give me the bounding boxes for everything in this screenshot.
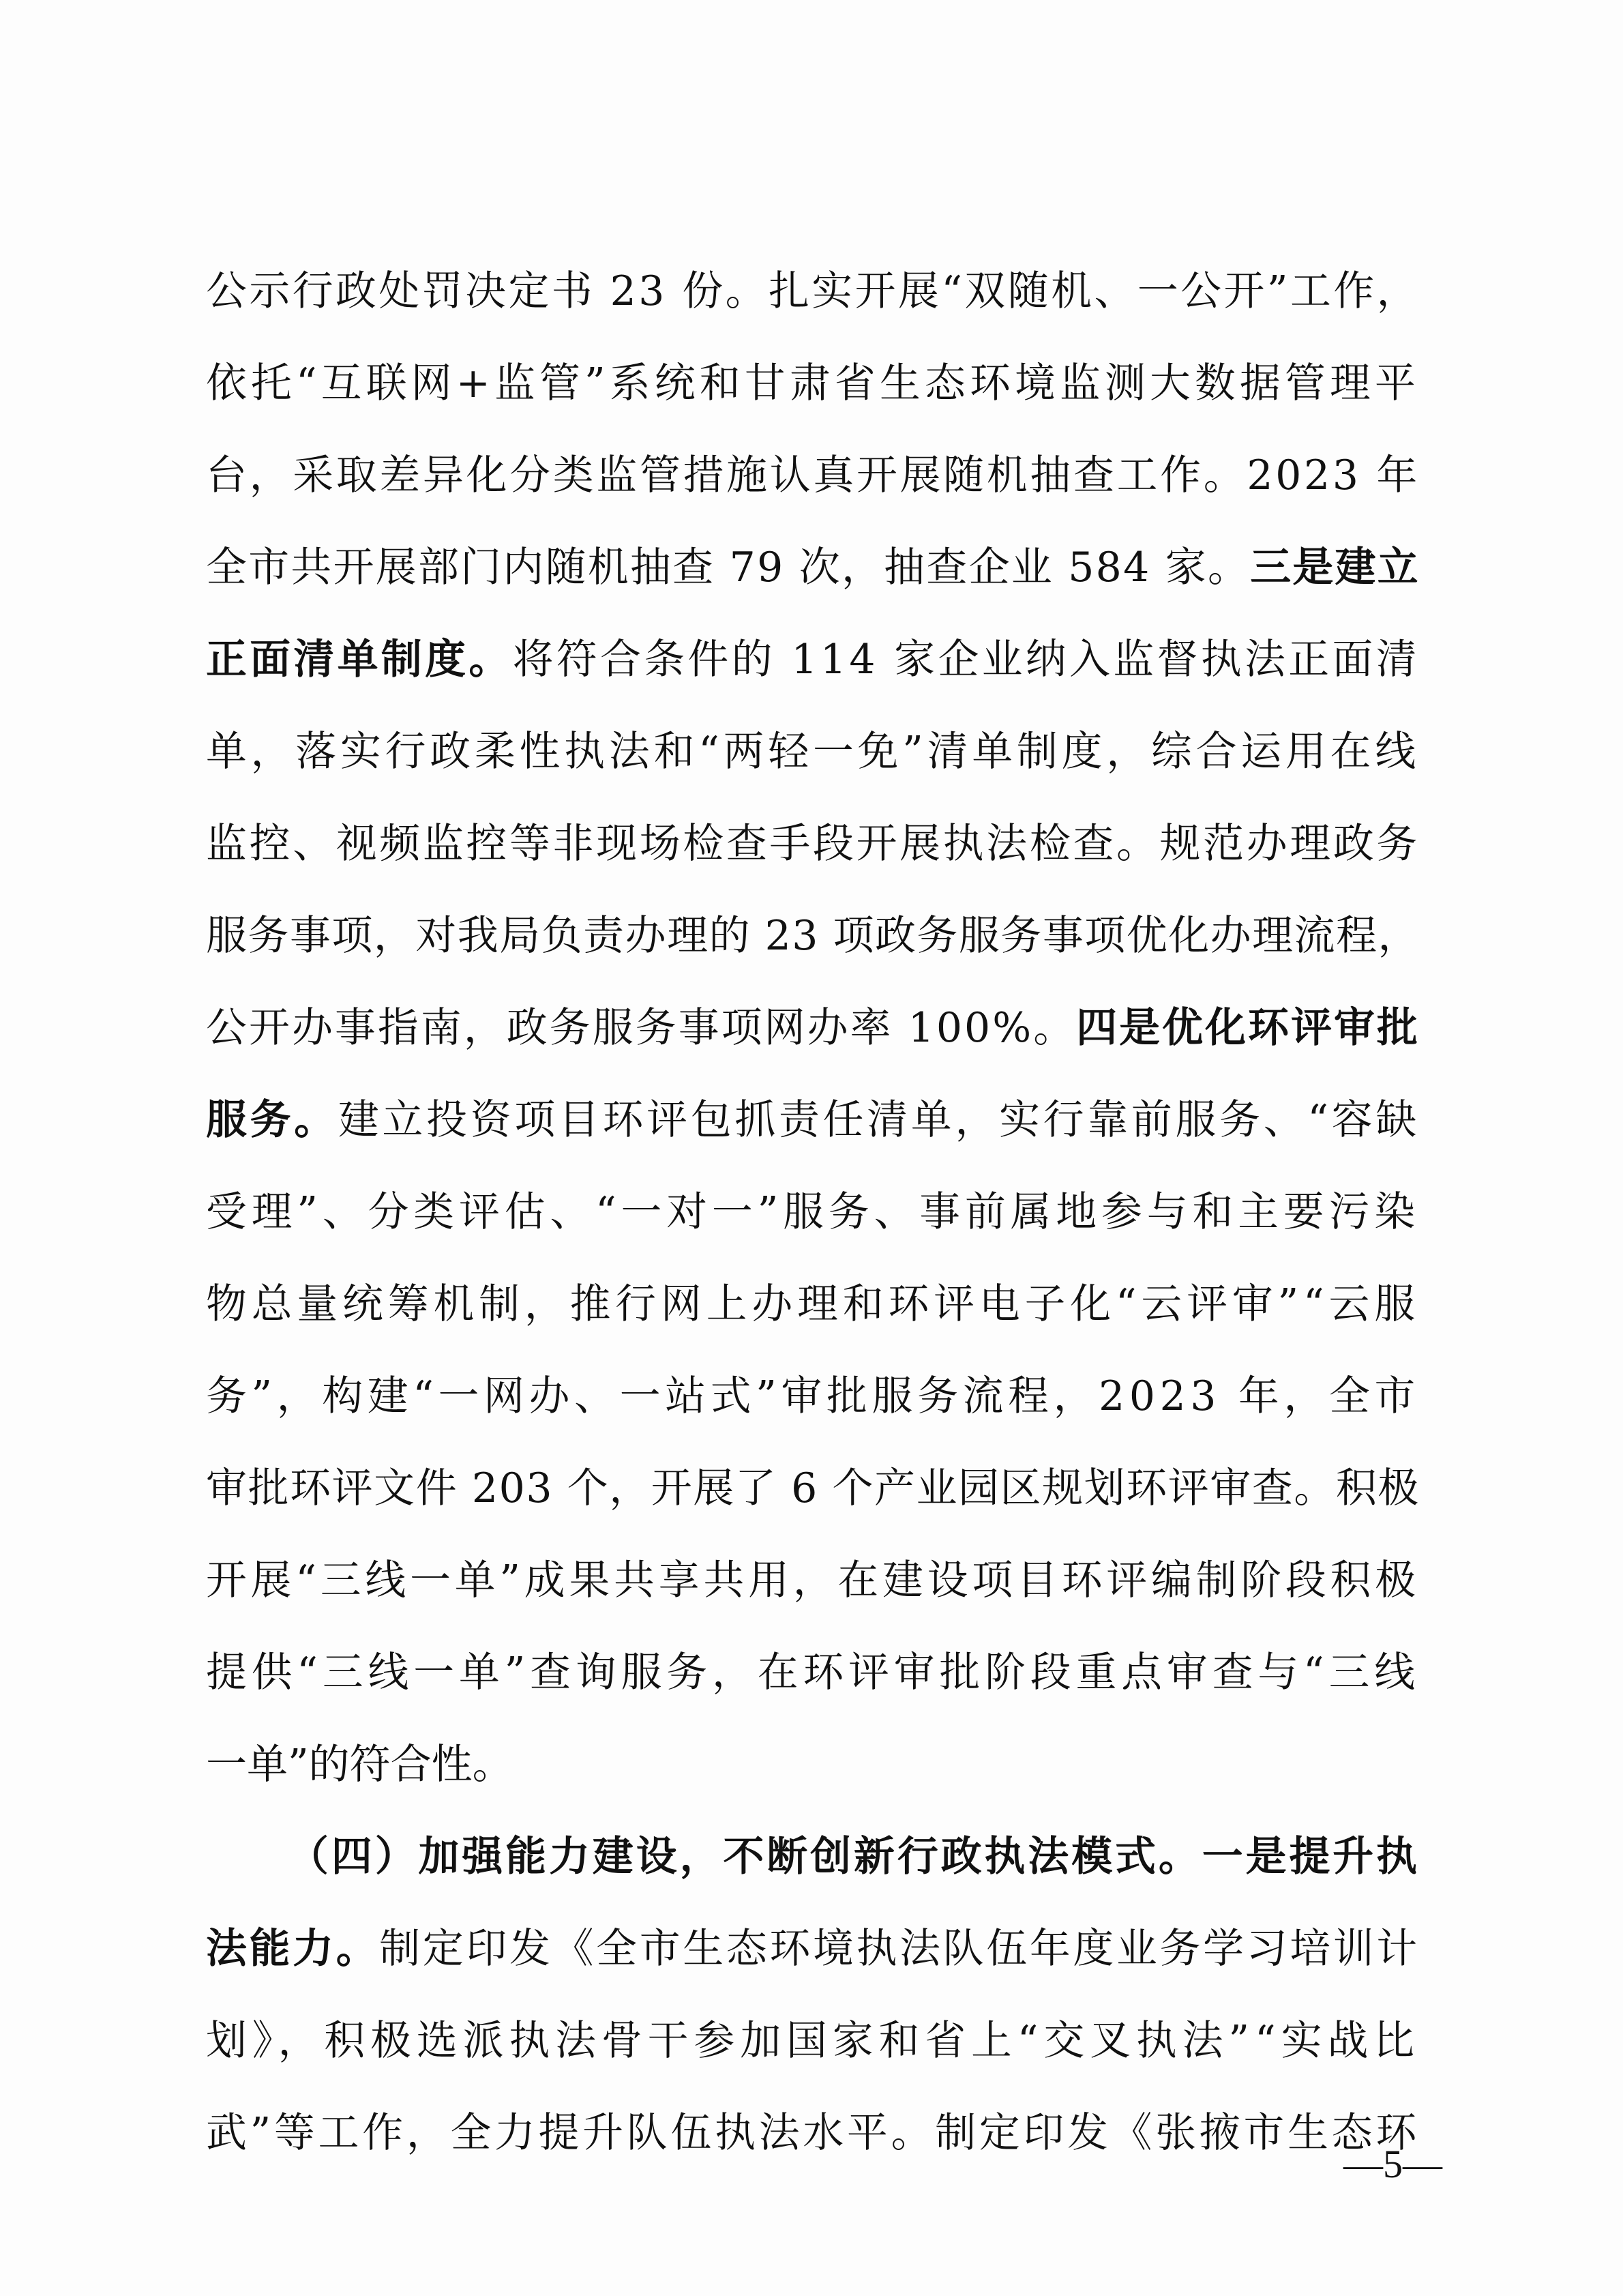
text-line: [206, 1719, 1420, 1811]
text-run: 监控、视频监控等非现场检查手段开展执法检查。规范办理政务: [206, 820, 1420, 868]
text-line: [206, 338, 1420, 430]
bold-text-run: 正面清单制度。: [206, 636, 513, 683]
bold-text-run: 四是优化环评审批: [1076, 1004, 1420, 1052]
text-line: [206, 1443, 1420, 1535]
text-line: [206, 2087, 1420, 2179]
text-run: 台，采取差异化分类监管措施认真开展随机抽查工作。2023 年: [206, 452, 1420, 499]
bold-text-run: （四）加强能力建设，不断创新行政执法模式。一是提升执: [288, 1833, 1420, 1881]
text-run: 全市共开展部门内随机抽查 79 次，抽查企业 584 家。: [206, 544, 1251, 591]
text-line: [206, 982, 1420, 1074]
text-run: 公开办事指南，政务服务事项网办率 100%。: [206, 1004, 1077, 1052]
text-line: [206, 798, 1420, 890]
text-run: 物总量统筹机制，推行网上办理和环评电子化“云评审”“云服: [206, 1280, 1420, 1328]
text-run: 开展“三线一单”成果共享共用，在建设项目环评编制阶段积极: [206, 1557, 1420, 1604]
text-run: 务”，构建“一网办、一站式”审批服务流程，2023 年，全市: [206, 1372, 1420, 1420]
text-line: [206, 430, 1420, 522]
text-run: 单，落实行政柔性执法和“两轻一免”清单制度，综合运用在线: [206, 728, 1420, 776]
text-run: 制定印发《全市生态环境执法队伍年度业务学习培训计: [379, 1925, 1420, 1973]
text-run: 划》，积极选派执法骨干参加国家和省上“交叉执法”“实战比: [206, 2017, 1420, 2065]
text-line: [206, 1259, 1420, 1351]
text-line: [206, 246, 1420, 338]
text-line: [206, 1903, 1420, 1995]
text-line: [206, 522, 1420, 614]
body-text: [206, 246, 1420, 2179]
text-run: 提供“三线一单”查询服务，在环评审批阶段重点审查与“三线: [206, 1649, 1420, 1696]
text-line: [206, 706, 1420, 798]
bold-text-run: 三是建立: [1250, 544, 1420, 591]
text-line: [206, 1535, 1420, 1627]
text-line: [206, 890, 1420, 982]
text-run: 受理”、分类评估、“一对一”服务、事前属地参与和主要污染: [206, 1188, 1420, 1236]
text-run: 建立投资项目环评包抓责任清单，实行靠前服务、“容缺: [338, 1096, 1420, 1144]
text-line: [206, 1811, 1420, 1903]
bold-text-run: 服务。: [206, 1096, 338, 1144]
text-run: 武”等工作，全力提升队伍执法水平。制定印发《张掖市生态环: [206, 2109, 1420, 2157]
text-run: 审批环评文件 203 个，开展了 6 个产业园区规划环评审查。积极: [206, 1465, 1420, 1512]
text-line: [206, 1995, 1420, 2087]
text-line: [206, 1166, 1420, 1259]
text-run: 一单”的符合性。: [206, 1741, 513, 1789]
text-run: 服务事项，对我局负责办理的 23 项政务服务事项优化办理流程，: [206, 912, 1420, 960]
text-line: [206, 1627, 1420, 1719]
text-line: [206, 614, 1420, 706]
text-line: [206, 1074, 1420, 1166]
text-run: 依托“互联网+监管”系统和甘肃省生态环境监测大数据管理平: [206, 359, 1420, 407]
text-run: 公示行政处罚决定书 23 份。扎实开展“双随机、一公开”工作，: [206, 267, 1420, 315]
page-number: —5—: [1343, 2142, 1442, 2186]
bold-text-run: 法能力。: [206, 1925, 380, 1973]
text-line: [206, 1351, 1420, 1443]
text-run: 将符合条件的 114 家企业纳入监督执法正面清: [512, 636, 1420, 683]
